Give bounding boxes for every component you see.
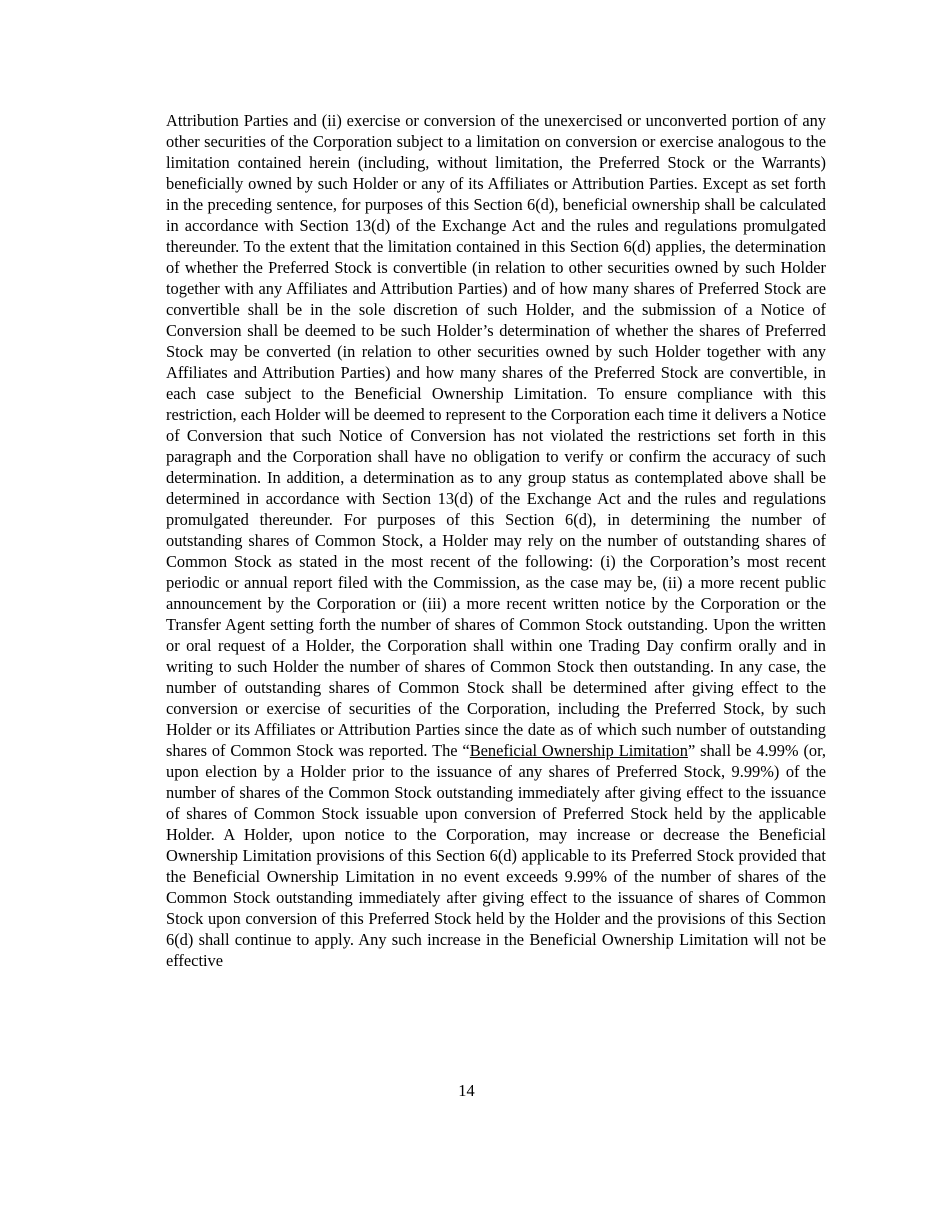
paragraph-text-part-1: Attribution Parties and (ii) exercise or conversion of the unexercised or unconverted portion of any other securities of the Corporation subject to a limitation on conversion or exercise analogous to the limitation contained herein (including, without limitation, the Preferred Stock or the Warrants) beneficially owned by such Holder or any of its Affiliates or Attribution Parties. Except as set forth in the preceding sentence, for purposes of this Section 6(d), beneficial ownership shall be calculated in accordance with Section 13(d) of the Exchange Act and the rules and regulations promulgated thereunder. To the extent that the limitation contained in this Section 6(d) applies, the determination of whether the Preferred Stock is convertible (in relation to other securities owned by such Holder together with any Affiliates and Attribution Parties) and of how many shares of Preferred Stock are convertible shall be in the sole discretion of such Holder, and the submission of a Notice of Conversion shall be deemed to be such Holder’s determination of whether the shares of Preferred Stock may be converted (in relation to other securities owned by such Holder together with any Affiliates and Attribution Parties) and how many shares of the Preferred Stock are convertible, in each case subject to the Beneficial Ownership Limitation. To ensure compliance with this restriction, each Holder will be deemed to represent to the Corporation each time it delivers a Notice of Conversion that such Notice of Conversion has not violated the restrictions set forth in this paragraph and the Corporation shall have no obligation to verify or confirm the accuracy of such determination. In addition, a determination as to any group status as contemplated above shall be determined in accordance with Section 13(d) of the Exchange Act and the rules and regulations promulgated thereunder. For purposes of this Section 6(d), in determining the number of outstanding shares of Common Stock, a Holder may rely on the number of outstanding shares of Common Stock as stated in the most recent of the following: (i) the Corporation’s most recent periodic or annual report filed with the Commission, as the case may be, (ii) a more recent public announcement by the Corporation or (iii) a more recent written notice by the Corporation or the Transfer Agent setting forth the number of shares of Common Stock outstanding. Upon the written or oral request of a Holder, the Corporation shall within one Trading Day confirm orally and in writing to such Holder the number of shares of Common Stock then outstanding. In any case, the number of outstanding shares of Common Stock shall be determined after giving effect to the conversion or exercise of securities of the Corporation, including the Preferred Stock, by such Holder or its Affiliates or Attribution Parties since the date as of which such number of outstanding shares of Common Stock was reported. The “ bbox=[166, 111, 826, 760]
paragraph-text-part-2: ” shall be 4.99% (or, upon election by a Holder prior to the issuance of any shares of Preferred Stock, 9.99%) of the number of shares of the Common Stock outstanding immediately after giving effect to the issuance of shares of Common Stock issuable upon conversion of Preferred Stock held by the applicable Holder. A Holder, upon notice to the Corporation, may increase or decrease the Beneficial Ownership Limitation provisions of this Section 6(d) applicable to its Preferred Stock provided that the Beneficial Ownership Limitation in no event exceeds 9.99% of the number of shares of the Common Stock outstanding immediately after giving effect to the issuance of shares of Common Stock upon conversion of this Preferred Stock held by the Holder and the provisions of this Section 6(d) shall continue to apply. Any such increase in the Beneficial Ownership Limitation will not be effective bbox=[166, 741, 827, 970]
defined-term-beneficial-ownership-limitation: Beneficial Ownership Limitation bbox=[469, 741, 688, 760]
page-number: 14 bbox=[458, 1081, 475, 1100]
body-paragraph bbox=[166, 110, 826, 971]
